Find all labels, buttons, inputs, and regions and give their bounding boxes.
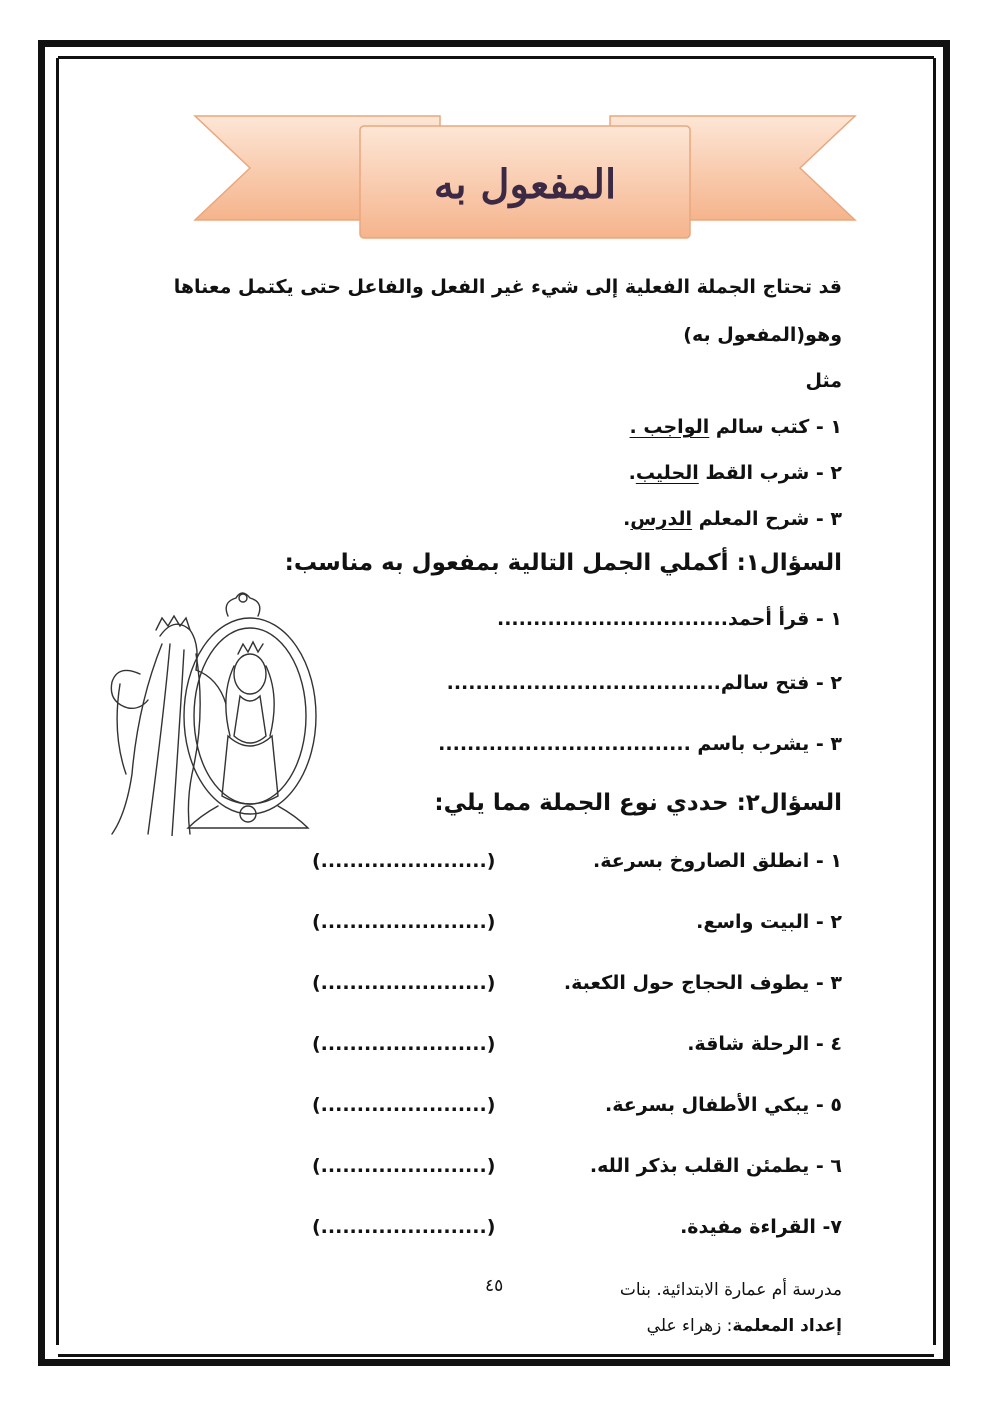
example-label: مثل <box>805 370 842 392</box>
q2-item-2: ٢ - البيت واسع. <box>696 911 842 933</box>
question1-heading: السؤال١: أكملي الجمل التالية بمفعول به مناسب: <box>284 550 842 576</box>
example-1: ١ - كتب سالم الواجب . <box>629 416 842 438</box>
page-number: ٤٥ <box>485 1276 504 1296</box>
q2-item-1: ١ - انطلق الصاروخ بسرعة. <box>593 850 842 872</box>
example-object: الواجب . <box>629 416 710 438</box>
answer-blank[interactable]: (.......................) <box>312 1094 496 1116</box>
answer-blank[interactable]: ................................ <box>497 608 728 630</box>
answer-blank[interactable]: ...................................... <box>446 672 721 694</box>
q2-item-6: ٦ - يطمئن القلب بذكر الله. <box>589 1155 842 1177</box>
q2-item-4: ٤ - الرحلة شاقة. <box>687 1033 842 1055</box>
border-line <box>58 56 934 59</box>
q2-item-3: ٣ - يطوف الحجاج حول الكعبة. <box>563 972 842 994</box>
answer-blank[interactable]: (.......................) <box>312 972 496 994</box>
answer-blank[interactable]: (.......................) <box>312 1155 496 1177</box>
q2-item-5: ٥ - يبكي الأطفال بسرعة. <box>605 1094 842 1116</box>
intro-line-2: وهو(المفعول به) <box>683 324 842 346</box>
q1-item-3: ٣ - يشرب باسم ................................... <box>438 733 842 755</box>
example-object: الحليب <box>635 462 699 484</box>
intro-line-1: قد تحتاج الجملة الفعلية إلى شيء غير الفعل والفاعل حتى يكتمل معناها <box>173 276 842 298</box>
princess-mirror-illustration <box>100 574 324 836</box>
question2-heading: السؤال٢: حددي نوع الجملة مما يلي: <box>434 790 842 816</box>
prepared-by: إعداد المعلمة: زهراء علي <box>646 1316 842 1336</box>
q1-item-2: ٢ - فتح سالم...................................... <box>446 672 842 694</box>
answer-blank[interactable]: (.......................) <box>312 1033 496 1055</box>
answer-blank[interactable]: ................................... <box>438 733 691 755</box>
q1-item-1: ١ - قرأ أحمد................................ <box>497 608 842 630</box>
example-object: الدرس <box>630 508 693 530</box>
example-2: ٢ - شرب القط الحليب. <box>628 462 842 484</box>
page-title: المفعول به <box>433 160 617 208</box>
border-line <box>58 1354 934 1357</box>
q2-item-7: ٧- القراءة مفيدة. <box>680 1216 842 1238</box>
border-line <box>933 58 936 1345</box>
school-name: مدرسة أم عمارة الابتدائية. بنات <box>619 1280 842 1300</box>
answer-blank[interactable]: (.......................) <box>312 1216 496 1238</box>
example-3: ٣ - شرح المعلم الدرس. <box>623 508 842 530</box>
answer-blank[interactable]: (.......................) <box>312 911 496 933</box>
border-line <box>56 58 59 1345</box>
answer-blank[interactable]: (.......................) <box>312 850 496 872</box>
